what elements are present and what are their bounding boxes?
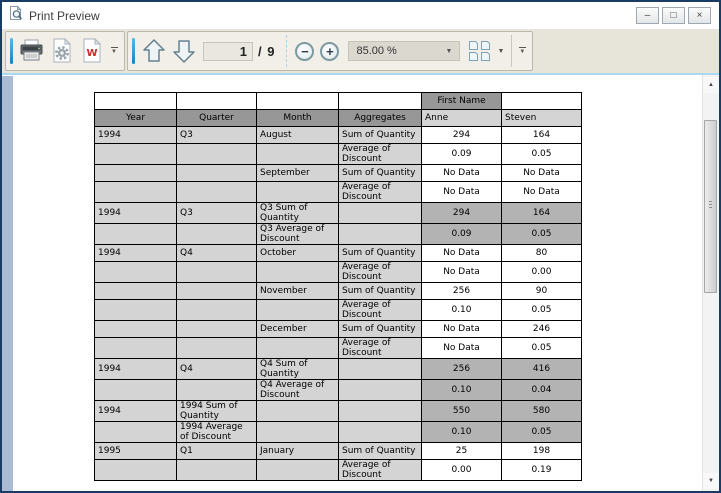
column-header-cell: Steven — [502, 110, 582, 127]
row-label-cell: Sum of Quantity — [339, 245, 422, 262]
toolbar-separator — [511, 35, 512, 67]
row-label-cell: Average of Discount — [339, 460, 422, 481]
column-header-row — [95, 110, 582, 127]
row-label-cell — [339, 401, 422, 422]
row-label-cell — [339, 224, 422, 245]
row-label-cell: January — [257, 443, 339, 460]
value-cell: 164 — [502, 203, 582, 224]
row-label-cell: October — [257, 245, 339, 262]
row-label-cell: Average of Discount — [339, 300, 422, 321]
window-controls — [636, 7, 711, 24]
previous-page-button[interactable] — [139, 34, 169, 68]
row-label-cell — [257, 422, 339, 443]
row-label-cell — [177, 262, 257, 283]
row-label-cell — [95, 422, 177, 443]
row-label-cell: Q4 — [177, 359, 257, 380]
value-cell: No Data — [422, 321, 502, 338]
table-row — [95, 283, 582, 300]
value-cell: 0.09 — [422, 224, 502, 245]
scrollbar-thumb[interactable] — [704, 120, 717, 293]
column-header-cell: Aggregates — [339, 110, 422, 127]
value-cell: 0.09 — [422, 144, 502, 165]
table-row — [95, 262, 582, 283]
row-label-cell — [257, 401, 339, 422]
row-label-cell: 1995 — [95, 443, 177, 460]
dropdown-arrow-icon: ▼ — [445, 47, 453, 55]
row-label-cell: 1994 — [95, 127, 177, 144]
row-label-cell — [95, 380, 177, 401]
table-row — [95, 460, 582, 481]
row-label-cell: 1994 — [95, 359, 177, 380]
table-row — [95, 165, 582, 182]
value-cell: No Data — [422, 262, 502, 283]
empty-header-cell — [339, 93, 422, 110]
value-cell: 25 — [422, 443, 502, 460]
value-cell: No Data — [422, 182, 502, 203]
table-row — [95, 321, 582, 338]
print-preview-icon — [8, 5, 24, 26]
value-cell: 0.05 — [502, 224, 582, 245]
value-cell: 0.10 — [422, 422, 502, 443]
value-cell: No Data — [422, 338, 502, 359]
close-button[interactable]: × — [688, 7, 711, 24]
export-word-button[interactable] — [77, 34, 107, 68]
table-row — [95, 380, 582, 401]
preview-area — [2, 75, 719, 491]
overflow-bar-icon — [111, 47, 118, 48]
row-label-cell — [95, 262, 177, 283]
row-label-cell: Q3 Sum of Quantity — [257, 203, 339, 224]
row-label-cell — [257, 338, 339, 359]
value-cell: 0.00 — [422, 460, 502, 481]
row-label-cell — [95, 460, 177, 481]
overflow-bar-icon — [519, 47, 526, 48]
row-label-cell — [95, 182, 177, 203]
document-gear-icon — [51, 38, 73, 64]
column-header-cell: Year — [95, 110, 177, 127]
row-label-cell — [95, 338, 177, 359]
row-label-cell: Average of Discount — [339, 144, 422, 165]
pivot-table — [94, 92, 582, 481]
navigation-toolbar-group — [127, 31, 533, 71]
svg-text:W: W — [86, 48, 98, 59]
row-label-cell — [339, 422, 422, 443]
row-label-cell: Q3 Average of Discount — [257, 224, 339, 245]
pivot-table-head — [95, 93, 582, 127]
table-row — [95, 300, 582, 321]
window-title: Print Preview — [29, 8, 100, 23]
table-row — [95, 443, 582, 460]
row-label-cell — [177, 224, 257, 245]
value-cell: 0.00 — [502, 262, 582, 283]
table-row — [95, 422, 582, 443]
row-label-cell: Sum of Quantity — [339, 127, 422, 144]
row-label-cell: 1994 Average of Discount — [177, 422, 257, 443]
row-label-cell: Q4 Sum of Quantity — [257, 359, 339, 380]
row-label-cell: 1994 — [95, 203, 177, 224]
word-document-icon — [81, 38, 103, 64]
zoom-level-value: 85.00 % — [356, 45, 397, 57]
value-cell: 0.19 — [502, 460, 582, 481]
table-row — [95, 359, 582, 380]
maximize-button[interactable]: □ — [662, 7, 685, 24]
row-label-cell: 1994 — [95, 245, 177, 262]
row-label-cell — [257, 300, 339, 321]
table-row — [95, 401, 582, 422]
value-cell: No Data — [502, 165, 582, 182]
multiple-pages-button[interactable] — [467, 34, 493, 68]
value-cell: 550 — [422, 401, 502, 422]
value-cell: 0.05 — [502, 338, 582, 359]
arrow-down-icon — [172, 38, 196, 64]
row-label-cell — [257, 182, 339, 203]
row-label-cell — [177, 144, 257, 165]
value-cell: 416 — [502, 359, 582, 380]
empty-header-cell — [95, 93, 177, 110]
row-label-cell — [95, 144, 177, 165]
value-cell: 294 — [422, 203, 502, 224]
printer-icon — [19, 39, 45, 63]
empty-header-cell — [177, 93, 257, 110]
pivot-table-body — [95, 127, 582, 481]
value-cell: 294 — [422, 127, 502, 144]
row-label-cell: September — [257, 165, 339, 182]
row-label-cell — [177, 165, 257, 182]
table-row — [95, 144, 582, 165]
row-label-cell: 1994 — [95, 401, 177, 422]
value-cell: 0.10 — [422, 300, 502, 321]
value-cell: No Data — [502, 182, 582, 203]
print-group-overflow-button[interactable] — [107, 34, 121, 68]
column-header-cell: Month — [257, 110, 339, 127]
multiple-pages-dropdown-arrow-icon[interactable]: ▼ — [497, 47, 505, 55]
table-row — [95, 203, 582, 224]
value-cell: 80 — [502, 245, 582, 262]
row-label-cell — [257, 460, 339, 481]
scroll-up-button[interactable]: ▲ — [703, 77, 719, 93]
page-number-input[interactable]: 1 — [203, 42, 253, 61]
value-cell: 580 — [502, 401, 582, 422]
print-toolbar-group — [5, 31, 125, 71]
zoom-out-button[interactable]: − — [295, 42, 314, 61]
value-cell: No Data — [422, 165, 502, 182]
row-label-cell — [257, 144, 339, 165]
zoom-level-dropdown[interactable] — [348, 41, 460, 61]
row-label-cell: Sum of Quantity — [339, 165, 422, 182]
value-cell: 0.05 — [502, 422, 582, 443]
toolbar-separator — [286, 35, 287, 67]
row-label-cell: 1994 Sum of Quantity — [177, 401, 257, 422]
row-label-cell — [177, 380, 257, 401]
empty-header-cell — [257, 93, 339, 110]
row-label-cell — [95, 300, 177, 321]
table-row — [95, 224, 582, 245]
row-label-cell: Sum of Quantity — [339, 283, 422, 300]
column-header-cell: Anne — [422, 110, 502, 127]
row-label-cell — [177, 321, 257, 338]
toolbar — [2, 29, 719, 75]
table-row — [95, 245, 582, 262]
nav-group-overflow-button[interactable] — [515, 34, 529, 68]
row-label-cell — [177, 182, 257, 203]
toolbar-grip[interactable] — [10, 38, 13, 64]
row-label-cell: Sum of Quantity — [339, 321, 422, 338]
overflow-arrow-icon: ▼ — [111, 49, 117, 55]
value-cell: 246 — [502, 321, 582, 338]
row-label-cell: Q4 — [177, 245, 257, 262]
scroll-down-button[interactable]: ▼ — [703, 473, 719, 489]
next-page-button[interactable] — [169, 34, 199, 68]
value-cell: 0.10 — [422, 380, 502, 401]
page-count-label: / 9 — [258, 43, 276, 59]
table-row — [95, 182, 582, 203]
value-cell: 0.04 — [502, 380, 582, 401]
title-bar — [2, 2, 719, 29]
row-label-cell — [339, 203, 422, 224]
empty-header-cell — [502, 93, 582, 110]
value-cell: 198 — [502, 443, 582, 460]
row-label-cell: Average of Discount — [339, 182, 422, 203]
row-label-cell: Q3 — [177, 127, 257, 144]
row-label-cell: Q3 — [177, 203, 257, 224]
value-cell: 164 — [502, 127, 582, 144]
arrow-up-icon — [142, 38, 166, 64]
page-setup-button[interactable] — [47, 34, 77, 68]
value-cell: No Data — [422, 245, 502, 262]
table-row — [95, 127, 582, 144]
value-cell: 256 — [422, 359, 502, 380]
scrollbar-grip-icon — [709, 201, 712, 209]
row-label-cell — [177, 338, 257, 359]
row-label-cell — [339, 359, 422, 380]
row-label-cell: Q1 — [177, 443, 257, 460]
row-label-cell: August — [257, 127, 339, 144]
group-header-row — [95, 93, 582, 110]
multiple-pages-icon — [468, 40, 492, 62]
minimize-button[interactable]: – — [636, 7, 659, 24]
zoom-in-button[interactable]: + — [320, 42, 339, 61]
row-label-cell — [95, 165, 177, 182]
page-margin-strip — [2, 76, 13, 491]
row-label-cell: December — [257, 321, 339, 338]
row-label-cell — [257, 262, 339, 283]
row-label-cell: Average of Discount — [339, 338, 422, 359]
vertical-scrollbar[interactable] — [702, 75, 719, 491]
toolbar-grip[interactable] — [132, 38, 135, 64]
row-label-cell: Sum of Quantity — [339, 443, 422, 460]
row-label-cell — [95, 283, 177, 300]
row-label-cell: Average of Discount — [339, 262, 422, 283]
print-button[interactable] — [17, 34, 47, 68]
row-label-cell: November — [257, 283, 339, 300]
value-cell: 0.05 — [502, 144, 582, 165]
row-label-cell — [177, 460, 257, 481]
row-label-cell — [95, 321, 177, 338]
row-label-cell — [177, 283, 257, 300]
table-row — [95, 338, 582, 359]
column-header-cell: Quarter — [177, 110, 257, 127]
row-label-cell — [339, 380, 422, 401]
row-label-cell: Q4 Average of Discount — [257, 380, 339, 401]
value-cell: 256 — [422, 283, 502, 300]
value-cell: 90 — [502, 283, 582, 300]
value-cell: 0.05 — [502, 300, 582, 321]
overflow-arrow-icon: ▼ — [519, 49, 526, 55]
row-label-cell — [95, 224, 177, 245]
group-header-cell: First Name — [422, 93, 502, 110]
row-label-cell — [177, 300, 257, 321]
